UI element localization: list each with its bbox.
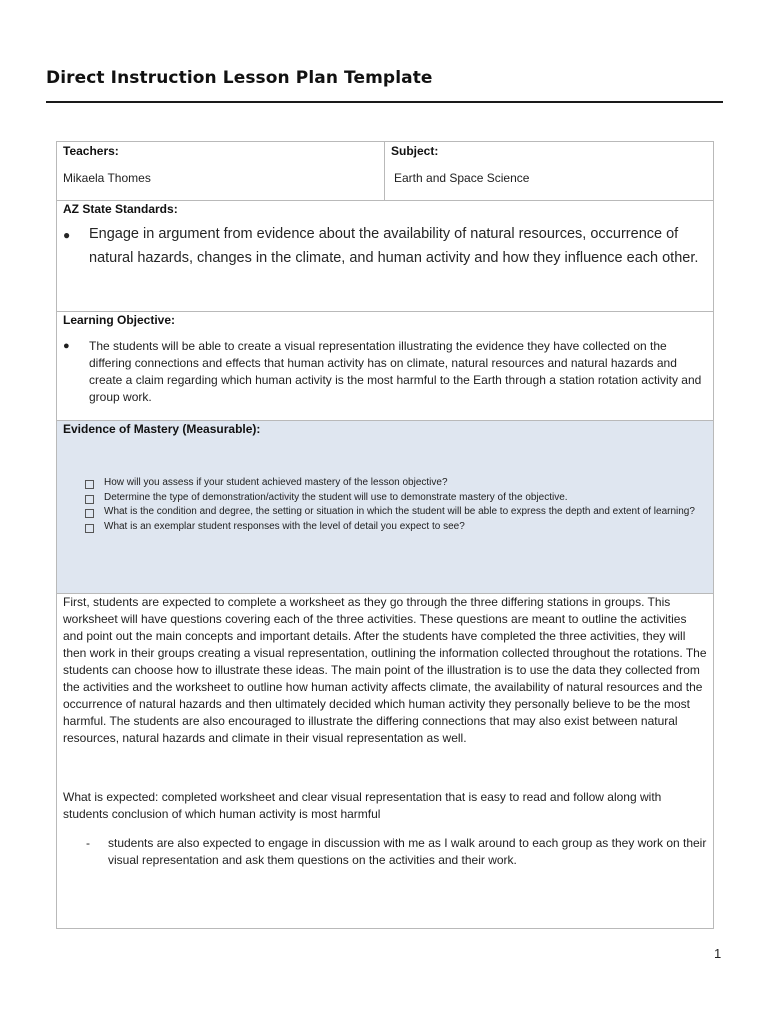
checklist-item-text: How will you assess if your student achieved mastery of the lesson objective? <box>104 477 448 488</box>
teachers-value: Mikaela Thomes <box>63 171 151 185</box>
narrative-paragraph-2: What is expected: completed worksheet and clear visual representation that is easy to read and follow along with students conclusion of which human activity is most harmful <box>63 790 662 821</box>
checkbox-icon <box>85 509 94 518</box>
evidence-label: Evidence of Mastery (Measurable): <box>63 422 261 436</box>
objective-row <box>57 312 714 421</box>
checklist-item <box>85 520 707 535</box>
narrative-cell <box>57 594 714 929</box>
checklist-item <box>85 476 707 491</box>
narrative-dash-item-text: students are also expected to engage in discussion with me as I walk around to each group as they work on their visual representation and ask them questions on the activities and their work. <box>108 836 707 867</box>
teachers-label: Teachers: <box>63 144 119 158</box>
subject-label: Subject: <box>391 144 439 158</box>
checkbox-icon <box>85 480 94 489</box>
teachers-cell <box>57 142 385 201</box>
standards-label: AZ State Standards: <box>63 202 178 216</box>
standards-row <box>57 201 714 312</box>
checklist-item-text: What is the condition and degree, the setting or situation in which the student will be able to express the depth and extent of learning? <box>104 506 695 517</box>
page-number: 1 <box>714 946 722 961</box>
header-row <box>57 142 714 201</box>
checkbox-icon <box>85 524 94 533</box>
checklist-item <box>85 491 707 506</box>
bullet-icon: ● <box>63 340 70 352</box>
title-underline <box>46 101 723 103</box>
standards-item-text: Engage in argument from evidence about the availability of natural resources, occurrence of natural hazards, changes in the climate, and human activity and how they influence each other. <box>89 226 699 266</box>
bullet-icon: ● <box>63 228 71 242</box>
evidence-cell <box>57 421 714 594</box>
objective-item-text: The students will be able to create a visual representation illustrating the evidence they have collected on the differing connections and effects that human activity has on climate, natural resources and natural hazards and create a claim regarding which human activity is the most harmful to the Earth through a station rotation activity and group work. <box>89 339 702 404</box>
evidence-checklist <box>63 476 707 534</box>
objective-item <box>63 338 707 406</box>
narrative-paragraph-1: First, students are expected to complete a worksheet as they go through the three differing stations in groups. This worksheet will have questions covering each of the three activities. These questions are meant to outline the activities and point out the main concepts and important details. After the students have completed the three activities, they will then work in their groups creating a visual representation, outlining the information collected throughout the rotations. The students can choose how to illustrate these ideas. The main point of the illustration is to use the data they collected from the activities and the worksheet to outline how human activity affects climate, the availability of natural resources and the occurrence of natural hazards and then ultimately decided which human activity they personally believe to be the most harmful. The students are also encouraged to illustrate the differing connections that may also exist between natural resources, natural hazards and climate in their visual representation as well. <box>63 595 707 745</box>
narrative-row <box>57 594 714 929</box>
lesson-plan-table <box>56 141 714 929</box>
subject-value: Earth and Space Science <box>394 171 530 185</box>
checkbox-icon <box>85 495 94 504</box>
checklist-item-text: What is an exemplar student responses with the level of detail you expect to see? <box>104 520 465 532</box>
objective-cell <box>57 312 714 421</box>
document-title: Direct Instruction Lesson Plan Template <box>46 68 433 88</box>
subject-cell <box>385 142 714 201</box>
standards-item <box>63 222 707 270</box>
standards-cell <box>57 201 714 312</box>
evidence-row <box>57 421 714 594</box>
dash-bullet: - <box>86 836 90 850</box>
checklist-item <box>85 505 707 520</box>
narrative-dash-item <box>63 835 707 869</box>
objective-label: Learning Objective: <box>63 313 176 327</box>
checklist-item-text: Determine the type of demonstration/activity the student will use to demonstrate mastery of the objective. <box>104 491 568 503</box>
